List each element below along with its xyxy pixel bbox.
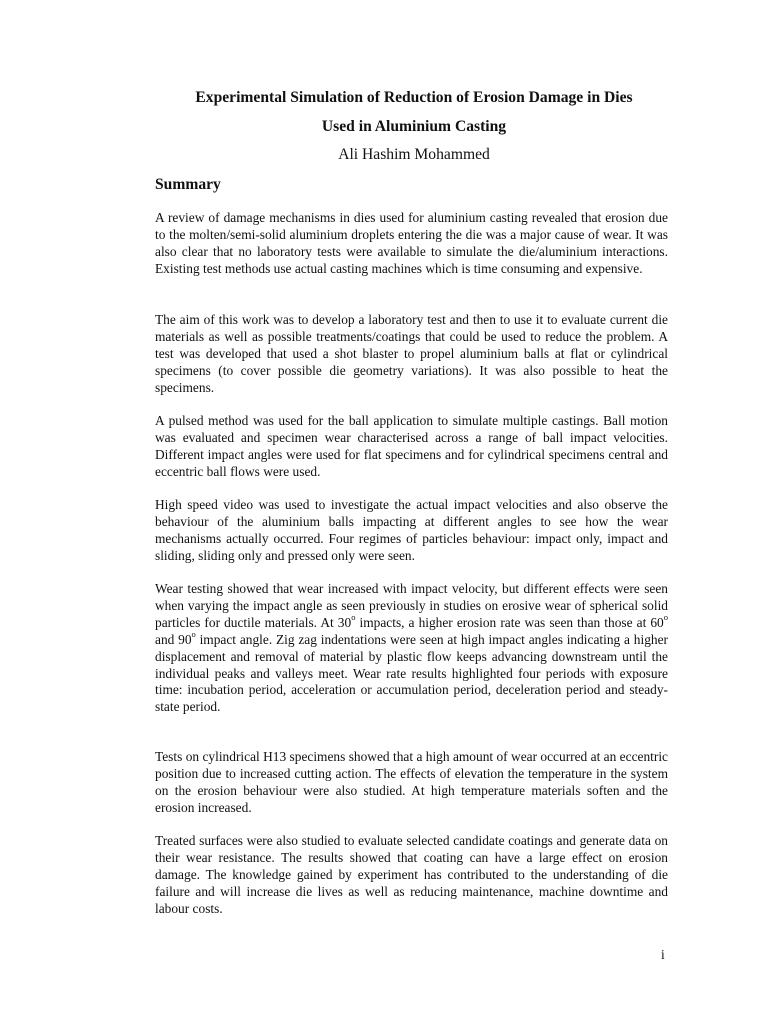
page-number: i	[661, 947, 665, 962]
summary-paragraph-2: The aim of this work was to develop a laboratory test and then to use it to evaluate current die materials as well as possible treatments/coatings that could be used to reduce the problem. A test was developed that used a shot blaster to propel aluminium balls at flat or cylindrical specimens (to cover possible die geometry variations). It was also possible to heat the specimens.	[155, 312, 668, 395]
paragraph-5-text-part-4: impact angle. Zig zag indentations were seen at high impact angles indicating a higher displacement and removal of material by plastic flow keeps advancing downstream until the individual peaks and valleys meet. Wear rate results highlighted four periods with exposure time: incubation period, acceleration or accumulation period, deceleration period and steady-state period.	[155, 631, 668, 715]
degree-superscript-2: o	[663, 612, 668, 623]
degree-superscript-1: o	[351, 612, 356, 623]
summary-paragraph-3: A pulsed method was used for the ball application to simulate multiple castings. Ball motion was evaluated and specimen wear characterised across a range of ball impact velocities. Different impact angles were used for flat specimens and for cylindrical specimens central and eccentric ball flows were used.	[155, 413, 668, 479]
author-name: Ali Hashim Mohammed	[338, 146, 490, 163]
summary-paragraph-6: Tests on cylindrical H13 specimens showed that a high amount of wear occurred at an eccentric position due to increased cutting action. The effects of elevation the temperature in the system on the erosion behaviour were also studied. At high temperature materials soften and the erosion increased.	[155, 749, 668, 815]
paragraph-5-text-part-3: and 90	[155, 631, 192, 647]
document-title-line-1: Experimental Simulation of Reduction of Erosion Damage in Dies	[195, 89, 633, 106]
summary-paragraph-5	[155, 581, 668, 716]
summary-paragraph-7: Treated surfaces were also studied to evaluate selected candidate coatings and generate data on their wear resistance. The results showed that coating can have a large effect on erosion damage. The knowledge gained by experiment has contributed to the understanding of die failure and will increase die lives as well as reducing maintenance, machine downtime and labour costs.	[155, 833, 668, 916]
paragraph-5-text-part-1: Wear testing showed that wear increased with impact velocity, but different effects were seen when varying the impact angle as seen previously in studies on erosive wear of spherical solid particles for ductile materials. At 30	[155, 581, 668, 630]
summary-paragraph-4: High speed video was used to investigate the actual impact velocities and also observe the behaviour of the aluminium balls impacting at different angles to see how the wear mechanisms actually occurred. Four regimes of particles behaviour: impact only, impact and sliding, sliding only and pressed only were seen.	[155, 497, 668, 563]
degree-superscript-3: o	[191, 629, 196, 640]
summary-heading: Summary	[155, 176, 221, 193]
document-title-line-2: Used in Aluminium Casting	[321, 118, 507, 135]
paragraph-5-text-part-2: impacts, a higher erosion rate was seen than those at 60	[355, 614, 664, 630]
summary-paragraph-1: A review of damage mechanisms in dies used for aluminium casting revealed that erosion due to the molten/semi-solid aluminium droplets entering the die was a major cause of wear. It was also clear that no laboratory tests were available to simulate the die/aluminium interactions. Existing test methods use actual casting machines which is time consuming and expensive.	[155, 210, 668, 276]
